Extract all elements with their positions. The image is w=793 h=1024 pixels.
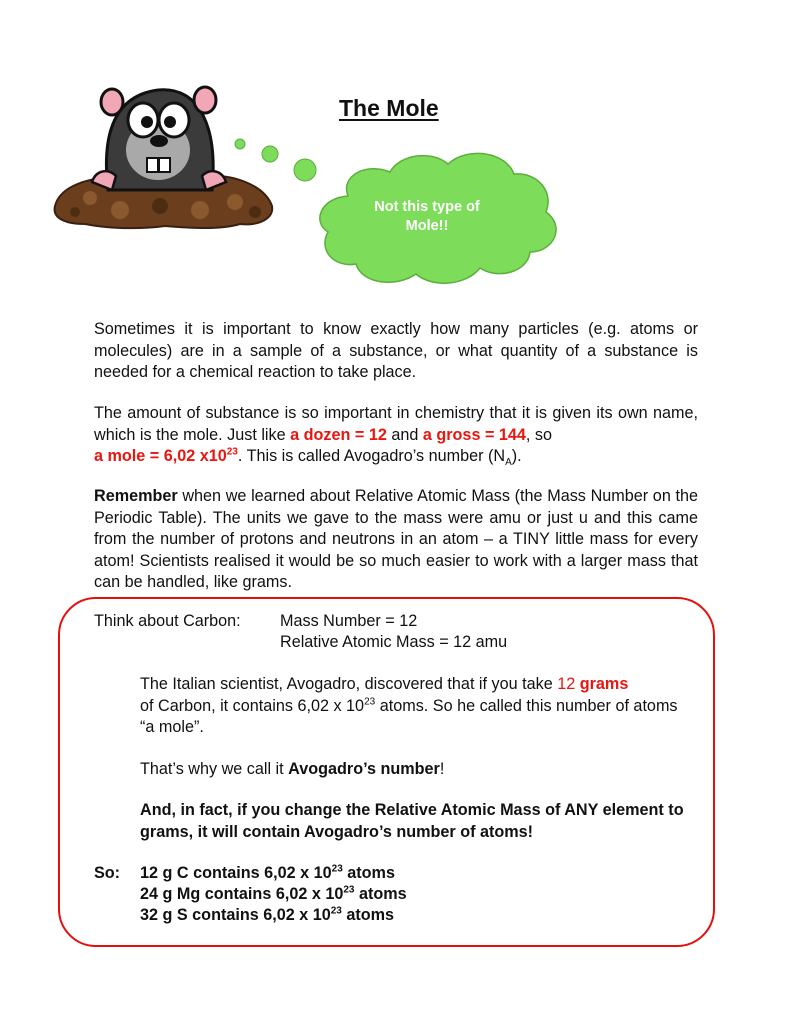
italian-text-a: The Italian scientist, Avogadro, discovered that if you take	[140, 675, 558, 693]
example-text-post: atoms	[341, 906, 395, 924]
example-line	[140, 884, 407, 906]
and-in-fact-paragraph: And, in fact, if you change the Relative Atomic Mass of ANY element to grams, it will contain Avogadro’s number of atoms!	[140, 801, 684, 841]
why-text-a: That’s why we call it	[140, 760, 289, 778]
example-text-post: atoms	[342, 864, 395, 882]
mole-highlight-base: a mole = 6,02 x10	[94, 447, 227, 465]
p2-text-c: ).	[511, 447, 522, 465]
example-exponent: 23	[330, 905, 342, 917]
remember-label: Remember	[94, 487, 178, 505]
p3-text: when we learned about Relative Atomic Mass (the Mass Number on the Periodic Table). The units we gave to the mass were amu or just u and this came from the number of protons and neutrons in an atom – a TINY little mass for every atom! Scientists realised it would be so much easier to work with a larger mass that can be handled, like grams.	[94, 487, 698, 591]
p2-so: , so	[525, 425, 552, 444]
why-text-b: !	[439, 760, 445, 778]
why-avogadro-line	[140, 759, 690, 781]
cloud-caption-line1: Not this type of	[374, 199, 480, 215]
avogadro-number-bold: Avogadro’s number	[288, 760, 440, 778]
example-text-pre: 12 g C contains 6,02 x 10	[140, 864, 332, 882]
avogadro-discovery-paragraph	[140, 674, 690, 739]
p2-and: and	[386, 425, 423, 444]
p2-text-b: . This is called Avogadro’s number (N	[237, 447, 506, 465]
cloud-caption	[352, 198, 502, 236]
p2-text-a: The amount of substance is so important in chemistry that it is given its own name, which is the mole. Just like	[94, 404, 698, 444]
example-exponent: 23	[331, 863, 343, 875]
dozen-highlight: a dozen = 12	[290, 425, 387, 444]
italian-exponent: 23	[364, 696, 376, 708]
italian-text-b: of Carbon, it contains 6,02 x 10	[140, 696, 365, 715]
example-line	[140, 863, 395, 885]
example-text-post: atoms	[354, 885, 407, 903]
gross-highlight: a gross = 144	[422, 425, 526, 444]
example-line	[140, 905, 394, 927]
intro-paragraph-3	[94, 486, 698, 594]
example-exponent: 23	[343, 884, 355, 896]
example-text-pre: 32 g S contains 6,02 x 10	[140, 906, 331, 924]
relative-mass-line: Relative Atomic Mass = 12 amu	[280, 633, 508, 651]
italian-text-c: atoms. So he called this number of atoms “a mole”.	[140, 696, 678, 736]
mass-number-line: Mass Number = 12	[280, 612, 418, 630]
think-about-carbon-label: Think about Carbon:	[94, 612, 241, 630]
intro-paragraph-2	[94, 403, 698, 468]
grams-highlight: grams	[579, 675, 629, 693]
example-text-pre: 24 g Mg contains 6,02 x 10	[140, 885, 344, 903]
mole-highlight	[94, 447, 238, 465]
twelve-highlight: 12	[557, 675, 576, 693]
intro-paragraph-1: Sometimes it is important to know exactly how many particles (e.g. atoms or molecules) are in a sample of a substance, or what quantity of a substance is needed for a chemical reaction to take place.	[94, 320, 698, 381]
cloud-caption-line2: Mole!!	[405, 218, 449, 234]
so-label: So:	[94, 864, 121, 882]
page-title: The Mole	[339, 95, 439, 121]
mole-highlight-exponent: 23	[226, 446, 238, 458]
avogadro-subscript: A	[505, 457, 512, 469]
